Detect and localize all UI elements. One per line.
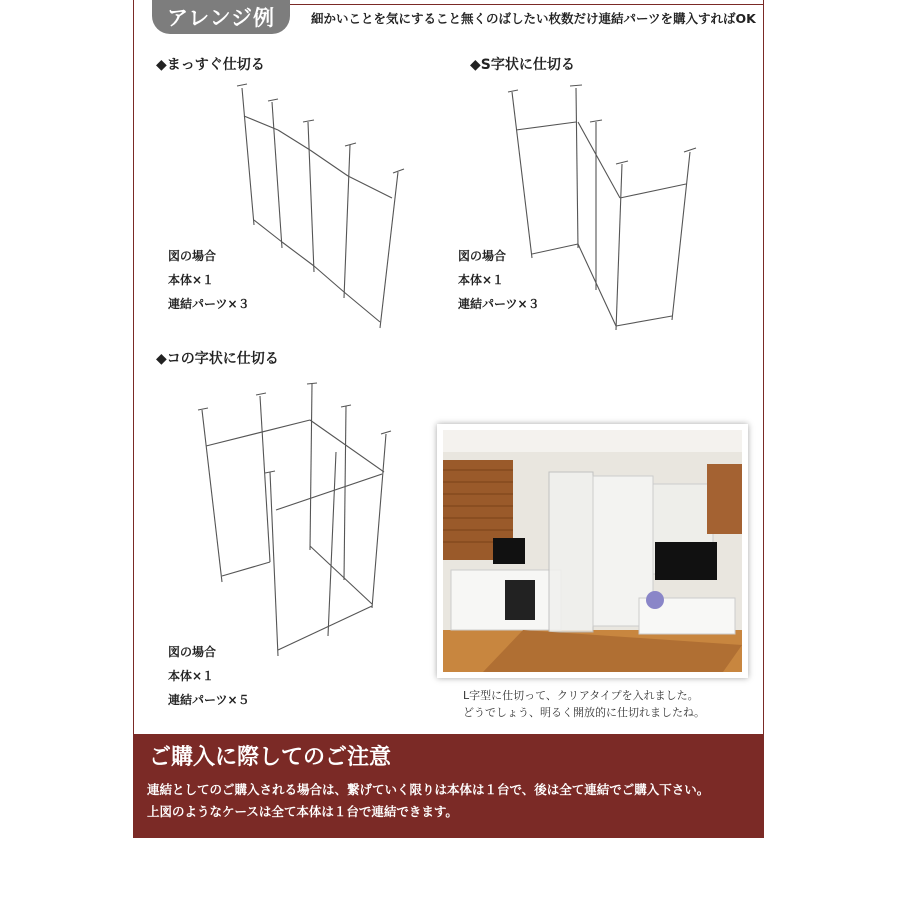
body-count: 本体×１ <box>458 273 505 287</box>
s-shape-panels <box>516 122 686 326</box>
straight-title: ◆まっすぐ仕切る <box>156 57 265 73</box>
clear-panel <box>549 472 593 632</box>
notice-line-1: 連結としてのご購入される場合は、繋げていく限りは本体は１台で、後は全て連結でご購入下さい。 <box>147 782 710 797</box>
u-shape-spec <box>168 640 250 712</box>
u-shape-title: ◆コの字状に仕切る <box>156 351 279 367</box>
arrange-badge: アレンジ例 <box>152 0 290 34</box>
straight-diagram <box>230 80 410 335</box>
parts-count: 連結パーツ×５ <box>168 693 250 707</box>
u-shape-diagram <box>190 380 400 660</box>
photo-caption <box>463 687 705 721</box>
parts-count: 連結パーツ×３ <box>458 297 540 311</box>
notice-line-2: 上図のようなケースは全て本体は１台で連結できます。 <box>147 804 458 819</box>
tv <box>655 542 717 580</box>
notice-body <box>147 779 709 823</box>
body-count: 本体×１ <box>168 273 215 287</box>
s-shape-spec <box>458 244 540 316</box>
body-count: 本体×１ <box>168 669 215 683</box>
straight-poles <box>237 84 404 328</box>
caption-line-1: L字型に仕切って、クリアタイプを入れました。 <box>463 689 699 702</box>
spec-label: 図の場合 <box>168 645 217 659</box>
straight-panels <box>244 116 392 322</box>
spec-label: 図の場合 <box>168 249 217 263</box>
room-illustration <box>443 430 742 672</box>
purchase-notice <box>133 734 764 838</box>
straight-spec <box>168 244 250 316</box>
room-photo <box>437 424 748 678</box>
notice-title: ご購入に際してのご注意 <box>149 745 392 770</box>
office-chair <box>505 580 535 620</box>
header-description: 細かいことを気にすること無くのばしたい枚数だけ連結パーツを購入すればOK <box>311 11 756 26</box>
parts-count: 連結パーツ×３ <box>168 297 250 311</box>
spec-label: 図の場合 <box>458 249 507 263</box>
top-rule <box>290 4 764 5</box>
s-shape-title: ◆S字状に仕切る <box>470 57 575 73</box>
u-shape-panels <box>206 420 384 650</box>
caption-line-2: どうでしょう、明るく開放的に仕切れましたね。 <box>463 706 705 719</box>
monitor <box>493 538 525 564</box>
